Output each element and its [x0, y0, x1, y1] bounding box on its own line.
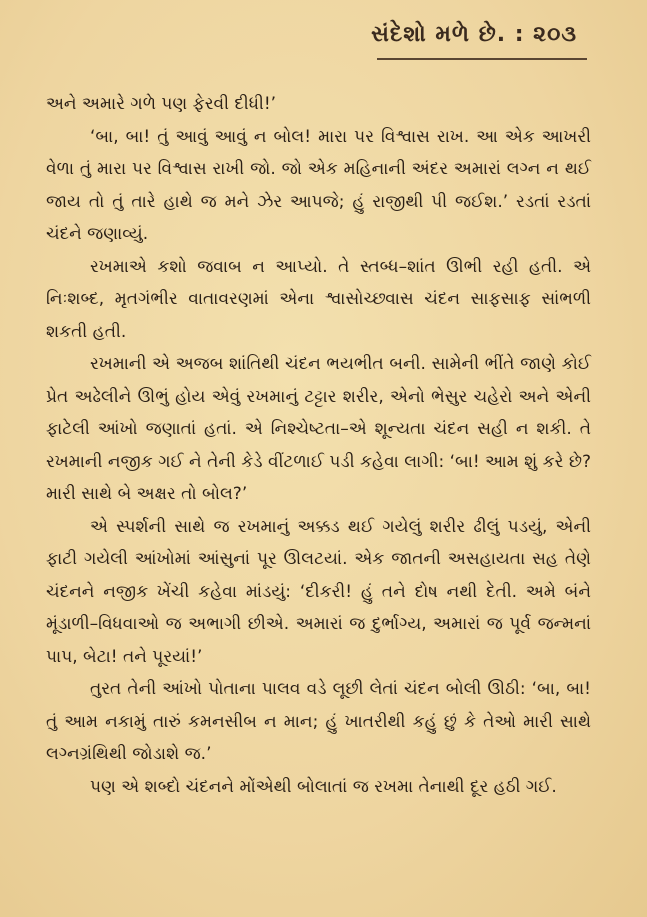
paragraph: અને અમારે ગળે પણ ફેરવી દીધી!’ — [46, 94, 277, 114]
paragraph: રખમાની એ અજબ શાંતિથી ચંદન ભયભીત બની. સામેની ભીંતે જાણે કોઈ પ્રેત અઢેલીને ઊભું હોય એવું રખમાનું ટટ્ટાર શરીર, એનો ભેસુર ચહેરો અને એની ફાટેલી આંખો જણાતાં હતાં. એ નિશ્ચેષ્ટતા–એ શૂન્યતા ચંદન સહી ન શકી. તે રખમાની નજીક ગઈ ને તેની કેડે વીંટળાઈ પડી કહેવા લાગી: ‘બા! આમ શું કરે છે? મારી સાથે બે અક્ષર તો બોલ?’ — [46, 354, 591, 504]
paragraph: ‘બા, બા! તું આવું આવું ન બોલ! મારા પર વિશ્વાસ રાખ. આ એક આખરી વેળા તું મારા પર વિશ્વાસ રાખી જો. જો એક મહિનાની અંદર અમારાં લગ્ન ન થઈ જાય તો તું તારે હાથે જ મને ઝેર આપજે; હું રાજીથી પી જઈશ.’ રડતાં રડતાં ચંદને જણાવ્યું. — [46, 126, 591, 244]
running-head: સંદેશો મળે છે. : ૨૦૩ — [371, 22, 577, 47]
paragraph: રખમાએ કશો જવાબ ન આપ્યો. તે સ્તબ્ધ–શાંત ઊભી રહી હતી. એ નિઃશબ્દ, મૃતગંભીર વાતાવરણમાં એના શ્વાસોચ્છ્વાસ ચંદન સાફસાફ સાંભળી શકતી હતી. — [46, 256, 591, 342]
header-rule — [377, 58, 587, 60]
body-text — [46, 88, 591, 803]
paragraph: એ સ્પર્શની સાથે જ રખમાનું અક્કડ થઈ ગયેલું શરીર ઢીલું પડયું, એની ફાટી ગયેલી આંખોમાં આંસુનાં પૂર ઊલટયાં. એક જાતની અસહાયતા સહ તેણે ચંદનને નજીક ખેંચી કહેવા માંડયું: ‘દીકરી! હું તને દોષ નથી દેતી. અમે બંને મૂંડાળી–વિધવાઓ જ અભાગી છીએ. અમારાં જ દુર્ભાગ્ય, અમારાં જ પૂર્વ જન્મનાં પાપ, બેટા! તને પૂરયાં!’ — [46, 516, 591, 667]
paragraph: પણ એ શબ્દો ચંદનને મોંએથી બોલાતાં જ રખમા તેનાથી દૂર હઠી ગઈ. — [90, 776, 557, 797]
paragraph: તુરત તેની આંખો પોતાના પાલવ વડે લૂછી લેતાં ચંદન બોલી ઊઠી: ‘બા, બા! તું આમ નકામું તારું કમનસીબ ન માન; હું ખાતરીથી કહું છું કે તેઓ મારી સાથે લગ્નગ્રંથિથી જોડાશે જ.’ — [46, 679, 591, 764]
